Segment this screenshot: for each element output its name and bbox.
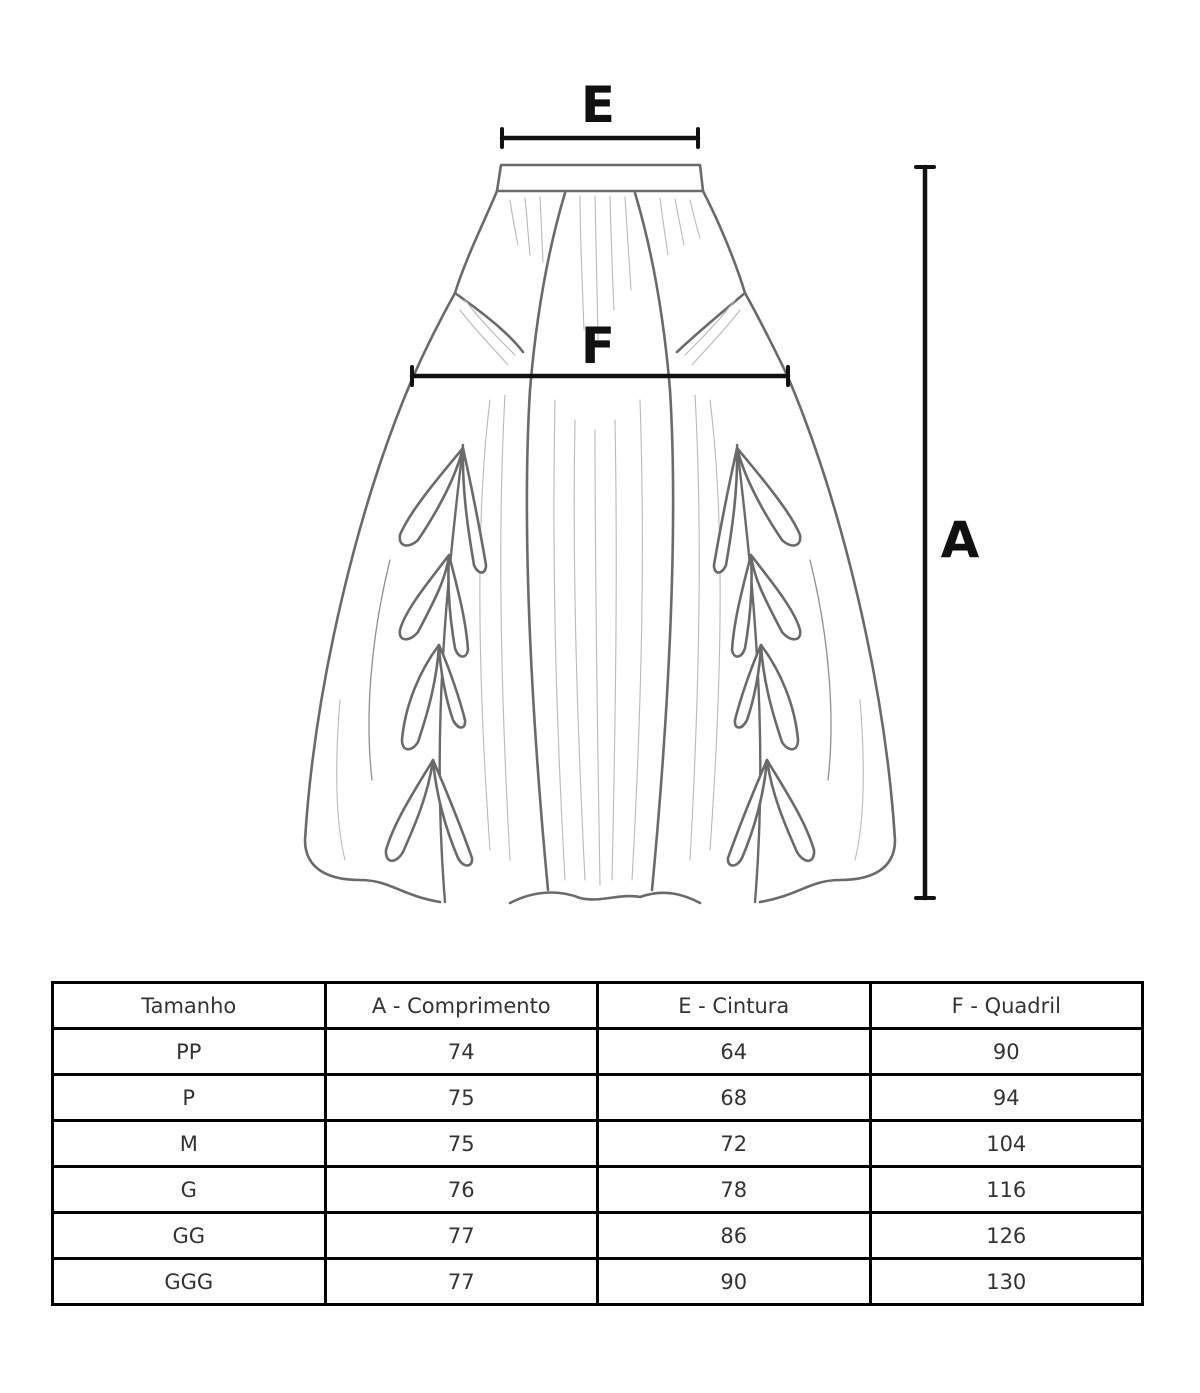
cell-waist: 64: [598, 1029, 871, 1075]
header-hip: F - Quadril: [870, 983, 1143, 1029]
cell-size: GGG: [53, 1259, 326, 1305]
length-measurement-line: [916, 167, 934, 898]
size-chart-table: [51, 981, 1144, 1306]
cell-waist: 78: [598, 1167, 871, 1213]
cell-waist: 72: [598, 1121, 871, 1167]
skirt-side-panel-left: [413, 293, 523, 377]
cell-hip: 90: [870, 1029, 1143, 1075]
length-label: A: [940, 511, 980, 569]
waist-label: E: [580, 76, 616, 134]
leaf-appliques-left: [386, 445, 486, 902]
cell-length: 74: [325, 1029, 598, 1075]
cell-length: 77: [325, 1213, 598, 1259]
cell-length: 77: [325, 1259, 598, 1305]
table-row: [53, 1075, 1143, 1121]
table-row: [53, 1213, 1143, 1259]
cell-hip: 94: [870, 1075, 1143, 1121]
skirt-silhouette: [305, 377, 895, 902]
hip-label: F: [580, 317, 616, 375]
skirt-yoke-outline: [455, 191, 745, 293]
cell-size: PP: [53, 1029, 326, 1075]
cell-size: G: [53, 1167, 326, 1213]
cell-length: 75: [325, 1121, 598, 1167]
skirt-front-seam-right: [635, 193, 673, 890]
skirt-hem: [510, 893, 700, 903]
cell-hip: 130: [870, 1259, 1143, 1305]
cell-size: P: [53, 1075, 326, 1121]
table-row: [53, 1121, 1143, 1167]
cell-size: M: [53, 1121, 326, 1167]
cell-waist: 86: [598, 1213, 871, 1259]
cell-hip: 104: [870, 1121, 1143, 1167]
header-length: A - Comprimento: [325, 983, 598, 1029]
leaf-appliques-right: [714, 445, 814, 902]
table-row: [53, 1029, 1143, 1075]
cell-hip: 126: [870, 1213, 1143, 1259]
cell-waist: 90: [598, 1259, 871, 1305]
header-size: Tamanho: [53, 983, 326, 1029]
cell-length: 76: [325, 1167, 598, 1213]
table-row: [53, 1167, 1143, 1213]
table-header-row: [53, 983, 1143, 1029]
cell-hip: 116: [870, 1167, 1143, 1213]
cell-waist: 68: [598, 1075, 871, 1121]
skirt-side-panel-right: [677, 293, 788, 377]
header-waist: E - Cintura: [598, 983, 871, 1029]
skirt-front-seam-left: [527, 193, 565, 890]
table-row: [53, 1259, 1143, 1305]
cell-size: GG: [53, 1213, 326, 1259]
skirt-waistband: [497, 165, 703, 191]
cell-length: 75: [325, 1075, 598, 1121]
